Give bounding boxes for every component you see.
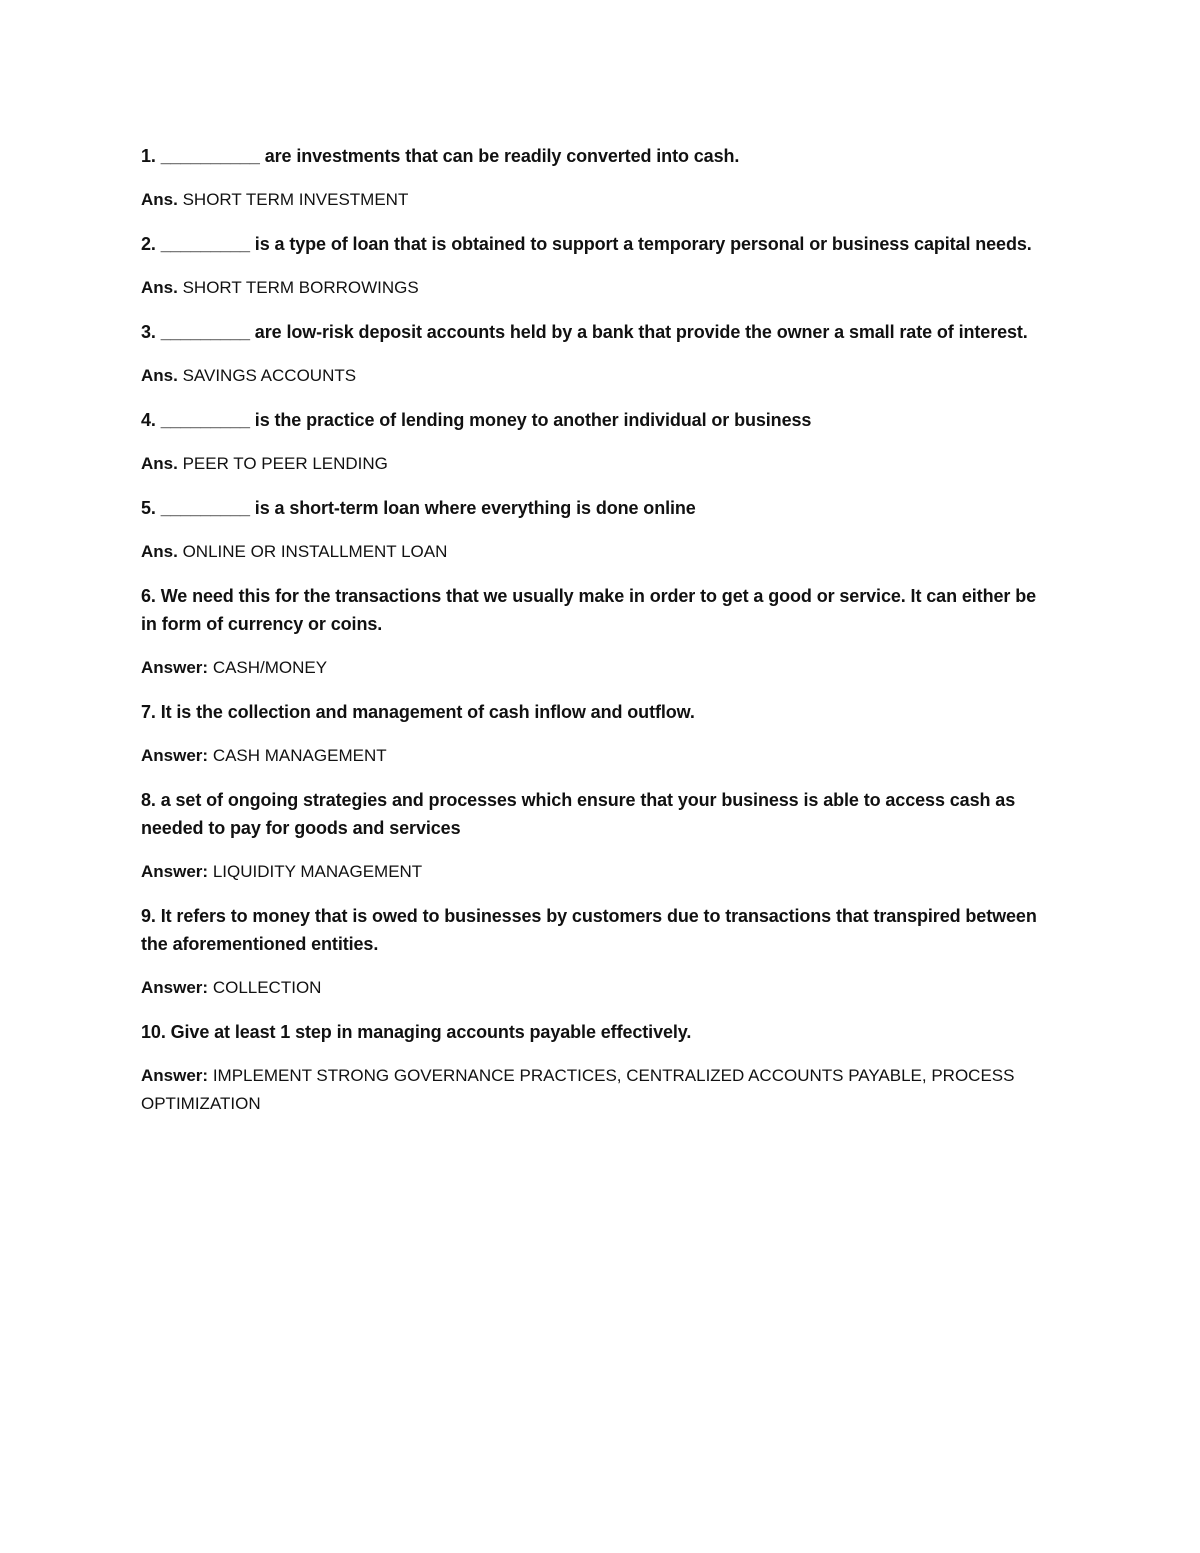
answer-line	[141, 742, 1053, 770]
question-text: 5. _________ is a short-term loan where everything is done online	[141, 498, 696, 518]
question-text: 3. _________ are low-risk deposit accounts held by a bank that provide the owner a small rate of interest.	[141, 322, 1028, 342]
qa-item-3	[141, 318, 1053, 390]
qa-item-7	[141, 698, 1053, 770]
qa-item-4	[141, 406, 1053, 478]
answer-label: Ans.	[141, 278, 178, 297]
answer-line	[141, 362, 1053, 390]
answer-value: COLLECTION	[212, 978, 322, 997]
answer-line	[141, 274, 1053, 302]
answer-value: SHORT TERM INVESTMENT	[182, 190, 409, 209]
answer-value: PEER TO PEER LENDING	[182, 454, 388, 473]
answer-value: CASH/MONEY	[212, 658, 328, 677]
qa-item-10	[141, 1018, 1053, 1118]
qa-item-2	[141, 230, 1053, 302]
question-text: 7. It is the collection and management of cash inflow and outflow.	[141, 702, 695, 722]
question-text: 10. Give at least 1 step in managing accounts payable effectively.	[141, 1022, 692, 1042]
qa-item-8	[141, 786, 1053, 886]
answer-line	[141, 654, 1053, 682]
qa-item-1	[141, 142, 1053, 214]
answer-line	[141, 1062, 1053, 1118]
qa-item-9	[141, 902, 1053, 1002]
qa-item-5	[141, 494, 1053, 566]
answer-value: CASH MANAGEMENT	[212, 746, 387, 765]
answer-label: Ans.	[141, 542, 178, 561]
question-text: 4. _________ is the practice of lending money to another individual or business	[141, 410, 812, 430]
question-text: 2. _________ is a type of loan that is obtained to support a temporary personal or business capital needs.	[141, 234, 1032, 254]
answer-value: SAVINGS ACCOUNTS	[182, 366, 357, 385]
answer-label: Ans.	[141, 366, 178, 385]
answer-label: Answer:	[141, 658, 209, 677]
answer-line	[141, 538, 1053, 566]
question-text: 6. We need this for the transactions that we usually make in order to get a good or service. It can either be in form of currency or coins.	[141, 586, 1036, 634]
answer-line	[141, 974, 1053, 1002]
answer-label: Answer:	[141, 978, 209, 997]
answer-label: Ans.	[141, 454, 178, 473]
answer-line	[141, 186, 1053, 214]
answer-line	[141, 450, 1053, 478]
qa-item-6	[141, 582, 1053, 682]
answer-value: SHORT TERM BORROWINGS	[182, 278, 419, 297]
answer-label: Answer:	[141, 746, 209, 765]
answer-value: ONLINE OR INSTALLMENT LOAN	[182, 542, 448, 561]
question-text: 1. __________ are investments that can be readily converted into cash.	[141, 146, 740, 166]
answer-label: Ans.	[141, 190, 178, 209]
answer-value: LIQUIDITY MANAGEMENT	[212, 862, 423, 881]
answer-line	[141, 858, 1053, 886]
answer-value: IMPLEMENT STRONG GOVERNANCE PRACTICES, CENTRALIZED ACCOUNTS PAYABLE, PROCESS OPTIMIZATION	[141, 1066, 1015, 1113]
answer-label: Answer:	[141, 862, 209, 881]
question-text: 8. a set of ongoing strategies and processes which ensure that your business is able to access cash as needed to pay for goods and services	[141, 790, 1016, 838]
question-text: 9. It refers to money that is owed to businesses by customers due to transactions that transpired between the aforementioned entities.	[141, 906, 1037, 954]
answer-label: Answer:	[141, 1066, 209, 1085]
qa-list	[141, 142, 1053, 1134]
